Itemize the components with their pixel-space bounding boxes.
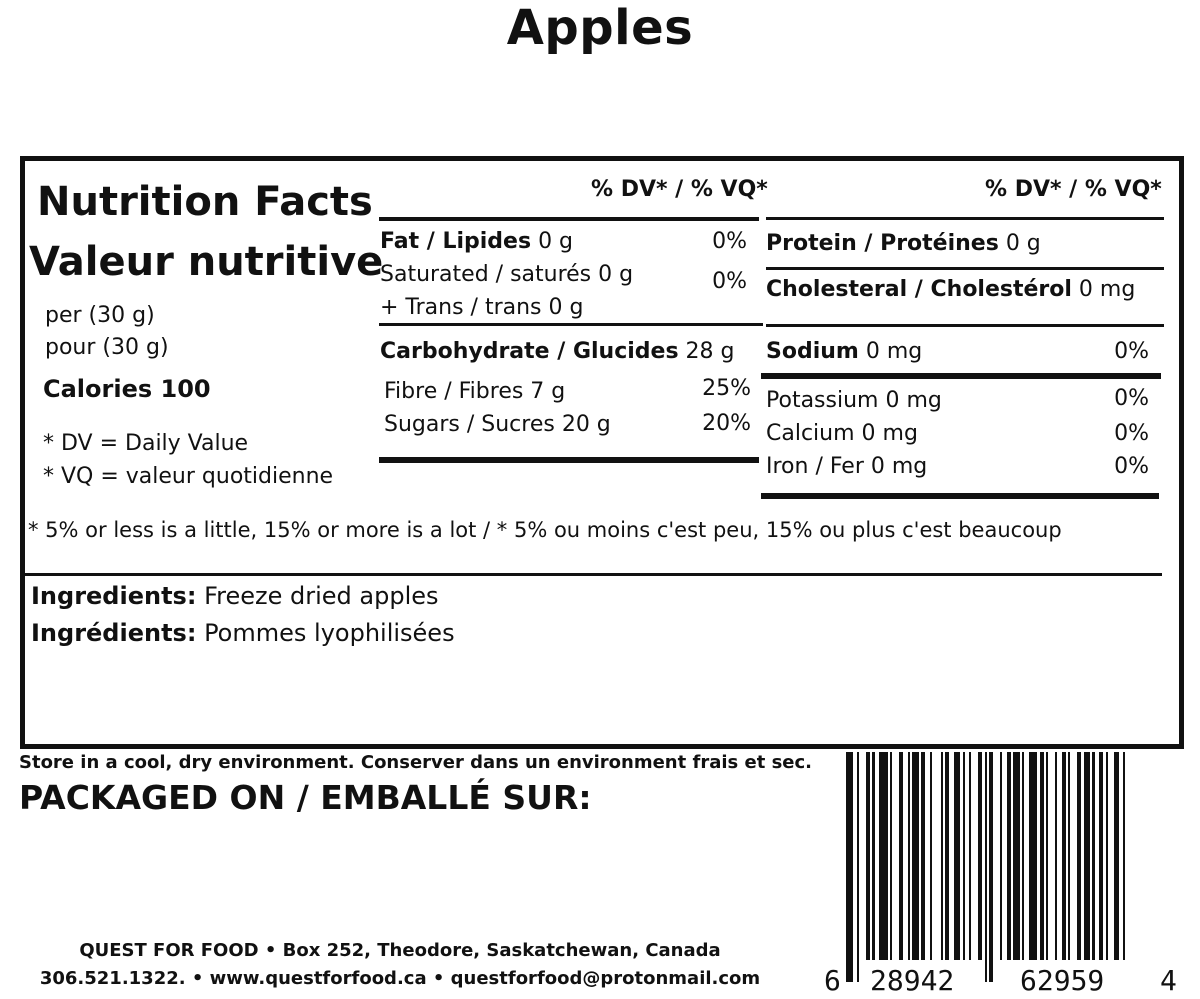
potassium-pct: 0% <box>1114 386 1149 411</box>
divider <box>761 493 1159 499</box>
barcode-bar <box>985 752 987 982</box>
ingredients-label-en: Ingredients: <box>31 582 197 610</box>
barcode-bar <box>1000 752 1002 960</box>
company-address: QUEST FOR FOOD • Box 252, Theodore, Saskatchewan, Canada <box>79 940 721 961</box>
fat-value: 0 g <box>531 229 574 254</box>
divider <box>761 373 1161 379</box>
heading-fr: Valeur nutritive <box>29 239 384 285</box>
barcode-bar <box>846 752 853 982</box>
iron-row: Iron / Fer 0 mg <box>766 454 928 479</box>
barcode-bar <box>1046 752 1048 960</box>
protein-value: 0 g <box>998 231 1041 256</box>
divider <box>766 267 1164 270</box>
barcode-bar <box>941 752 943 960</box>
barcode-bar <box>1040 752 1044 960</box>
packaged-on-label: PACKAGED ON / EMBALLÉ SUR: <box>19 778 592 817</box>
barcode-group-2: 62959 <box>1020 964 1105 997</box>
ingredients-label-fr: Ingrédients: <box>31 619 197 647</box>
barcode-bar <box>912 752 919 960</box>
barcode-bar <box>1007 752 1011 960</box>
sodium-row <box>766 339 922 364</box>
barcode-bar <box>1077 752 1081 960</box>
barcode-bar <box>930 752 932 960</box>
sugars-pct: 20% <box>702 411 751 436</box>
trans-row: + Trans / trans 0 g <box>380 295 584 320</box>
barcode <box>846 752 1160 962</box>
barcode-bar <box>899 752 903 960</box>
barcode-bar <box>921 752 925 960</box>
fibre-row: Fibre / Fibres 7 g <box>384 379 566 404</box>
barcode-digit-last: 4 <box>1160 964 1177 997</box>
potassium-row: Potassium 0 mg <box>766 388 942 413</box>
carb-value: 28 g <box>678 339 735 364</box>
cholesterol-label: Cholesteral / Cholestérol <box>766 277 1072 302</box>
sodium-value: 0 mg <box>858 339 923 364</box>
saturated-row: Saturated / saturés 0 g <box>380 262 634 287</box>
barcode-bar <box>1114 752 1118 960</box>
product-title: Apples <box>506 0 694 56</box>
sodium-pct: 0% <box>1114 339 1149 364</box>
fat-pct: 0% <box>712 229 747 254</box>
barcode-bar <box>954 752 961 960</box>
sugars-row: Sugars / Sucres 20 g <box>384 412 611 437</box>
barcode-bar <box>866 752 870 960</box>
vq-note: * VQ = valeur quotidienne <box>43 464 334 489</box>
heading-en: Nutrition Facts <box>37 179 373 225</box>
storage-instructions: Store in a cool, dry environment. Conserver dans un environment frais et sec. <box>19 752 813 773</box>
saturated-trans-pct: 0% <box>712 269 747 294</box>
barcode-bar <box>989 752 993 982</box>
barcode-digit-first: 6 <box>824 964 841 997</box>
barcode-bar <box>1029 752 1038 960</box>
carb-label: Carbohydrate / Glucides <box>380 339 679 364</box>
barcode-bar <box>872 752 874 960</box>
barcode-bar <box>969 752 971 960</box>
company-contact: 306.521.1322. • www.questforfood.ca • questforfood@protonmail.com <box>39 968 761 989</box>
barcode-bar <box>890 752 892 960</box>
barcode-bar <box>1099 752 1103 960</box>
fat-row <box>380 229 573 254</box>
barcode-bar <box>1062 752 1066 960</box>
divider <box>766 217 1164 220</box>
barcode-bar <box>908 752 910 960</box>
ingredients-value-fr: Pommes lyophilisées <box>196 619 455 647</box>
barcode-group-1: 28942 <box>870 964 955 997</box>
calories: Calories 100 <box>43 375 211 403</box>
barcode-bar <box>1084 752 1091 960</box>
divider <box>379 217 759 221</box>
fat-label: Fat / Lipides <box>380 229 532 254</box>
carb-row <box>380 339 735 364</box>
barcode-bar <box>1092 752 1094 960</box>
ingredients-fr <box>31 619 455 647</box>
calcium-row: Calcium 0 mg <box>766 421 918 446</box>
divider <box>25 573 1162 576</box>
footnote: * 5% or less is a little, 15% or more is a lot / * 5% ou moins c'est peu, 15% ou plus c'est beaucoup <box>28 518 1062 542</box>
protein-row <box>766 231 1041 256</box>
dv-header-right: % DV* / % VQ* <box>985 177 1162 202</box>
barcode-bar <box>1068 752 1070 960</box>
cholesterol-row <box>766 277 1135 302</box>
ingredients-en <box>31 582 439 610</box>
barcode-bar <box>978 752 982 960</box>
calcium-pct: 0% <box>1114 421 1149 446</box>
barcode-bar <box>963 752 965 960</box>
cholesterol-value: 0 mg <box>1071 277 1136 302</box>
barcode-bar <box>1106 752 1108 960</box>
barcode-bar <box>945 752 949 960</box>
ingredients-value-en: Freeze dried apples <box>196 582 439 610</box>
barcode-bar <box>879 752 888 960</box>
dv-header-left: % DV* / % VQ* <box>591 177 768 202</box>
iron-pct: 0% <box>1114 454 1149 479</box>
barcode-bar <box>1022 752 1024 960</box>
divider <box>379 457 759 463</box>
protein-label: Protein / Protéines <box>766 231 999 256</box>
nutrition-panel <box>20 156 1184 749</box>
barcode-bar <box>1123 752 1125 960</box>
barcode-bar <box>1013 752 1020 960</box>
barcode-bar <box>1055 752 1057 960</box>
divider <box>766 324 1164 327</box>
dv-note: * DV = Daily Value <box>43 431 249 456</box>
divider <box>379 323 763 326</box>
serving-en: per (30 g) <box>45 303 155 328</box>
serving-fr: pour (30 g) <box>45 335 169 360</box>
sodium-label: Sodium <box>766 339 859 364</box>
fibre-pct: 25% <box>702 376 751 401</box>
barcode-bar <box>857 752 859 982</box>
